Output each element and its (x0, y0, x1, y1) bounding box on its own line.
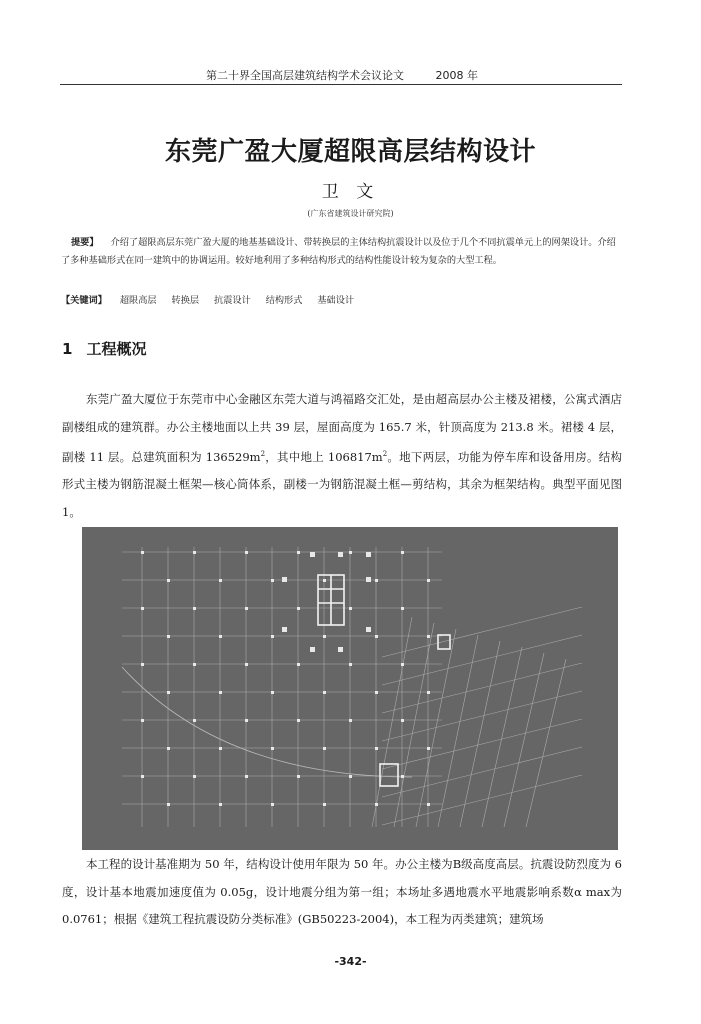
abstract (61, 234, 622, 270)
grid-line (372, 617, 412, 827)
superscript: 2 (382, 450, 388, 458)
column-mark (375, 635, 378, 638)
column-mark (271, 579, 274, 582)
column-mark (297, 719, 300, 722)
column-mark (167, 635, 170, 638)
column-mark (219, 691, 222, 694)
paper-title: 东莞广盈大厦超限高层结构设计 (164, 137, 536, 167)
page-number: -342- (334, 955, 367, 968)
column-mark (323, 635, 326, 638)
column-mark (375, 691, 378, 694)
column-mark (375, 747, 378, 750)
column-mark (401, 663, 404, 666)
column-mark (401, 775, 404, 778)
column-mark (349, 663, 352, 666)
column-mark (427, 635, 430, 638)
grid-line (382, 775, 582, 825)
column-mark (219, 579, 222, 582)
grid-line (382, 635, 582, 685)
column-mark (219, 635, 222, 638)
paragraph-text: ，其中地上 106817m (265, 449, 383, 464)
keyword: 转换层 (171, 295, 200, 306)
column-mark (338, 647, 343, 652)
column-mark (366, 577, 371, 582)
keyword: 抗震设计 (214, 295, 251, 306)
grid-line (382, 719, 582, 769)
paragraph-text: 。地下两层，功能为停车库和设备用房。结构形式主楼为钢筋混凝土框架—核心筒体系，副楼一为钢筋混凝土框—剪结构，其余为框架结构。典型平面见图 1。 (62, 449, 622, 519)
grid-line (382, 747, 582, 797)
column-mark (297, 607, 300, 610)
column-mark (297, 775, 300, 778)
column-mark (245, 719, 248, 722)
column-mark (310, 647, 315, 652)
column-mark (401, 607, 404, 610)
paragraph-overview (62, 386, 622, 526)
column-mark (401, 719, 404, 722)
keyword: 基础设计 (317, 295, 355, 306)
grid-line (382, 607, 582, 657)
column-mark (219, 747, 222, 750)
section-title: 工程概况 (86, 340, 147, 358)
grid-line (482, 647, 522, 827)
column-mark (141, 775, 144, 778)
column-mark (193, 775, 196, 778)
column-mark (141, 719, 144, 722)
core-wall (438, 635, 450, 649)
column-mark (366, 552, 371, 557)
column-mark (323, 691, 326, 694)
column-mark (141, 607, 144, 610)
column-mark (282, 577, 287, 582)
column-mark (282, 627, 287, 632)
running-header (62, 67, 622, 83)
column-mark (323, 579, 326, 582)
grid-line (416, 629, 456, 827)
column-mark (245, 551, 248, 554)
paragraph-text: 东莞广盈大厦位于东莞市中心金融区东莞大道与鸿福路交汇处，是由超高层办公主楼及裙楼，公寓式酒店副楼组成的建筑群。办公主楼地面以上共 39 层，屋面高度为 165.7 米，针顶高度为 213.8 米。裙楼 4 层，副楼 11 层。总建筑面积为 136529m (62, 392, 622, 464)
column-mark (219, 803, 222, 806)
paragraph-design-basis: 本工程的设计基准期为 50 年，结构设计使用年限为 50 年。办公主楼为B级高度高层。抗震设防烈度为 6 度，设计基本地震加速度值为 0.05g，设计地震分组为第一组；本场址多遇地震水平地震影响系数α max为 0.0761；根据《建筑工程抗震设防分类标准》(GB50223-2004)，本工程为丙类建筑；建筑场 (62, 857, 622, 926)
column-mark (245, 663, 248, 666)
column-mark (349, 719, 352, 722)
keywords-label: 【关键词】 (61, 295, 107, 306)
column-mark (167, 747, 170, 750)
column-mark (427, 691, 430, 694)
floor-plan-drawing (82, 527, 618, 850)
column-mark (375, 579, 378, 582)
column-mark (401, 551, 404, 554)
column-mark (323, 803, 326, 806)
abstract-label: 提要】 (71, 237, 99, 248)
section-number: 1 (62, 340, 73, 358)
column-mark (271, 747, 274, 750)
grid-line (382, 663, 582, 713)
author: 卫 文 (321, 182, 380, 202)
column-mark (323, 747, 326, 750)
keywords (61, 292, 622, 306)
section-heading (62, 338, 146, 359)
figure-typical-plan (82, 527, 618, 850)
conference-year: 2008 年 (435, 69, 478, 82)
column-mark (245, 607, 248, 610)
column-mark (366, 627, 371, 632)
affiliation: (广东省建筑设计研究院) (307, 209, 394, 218)
column-mark (349, 607, 352, 610)
column-mark (193, 719, 196, 722)
column-mark (193, 663, 196, 666)
column-mark (167, 579, 170, 582)
column-mark (375, 803, 378, 806)
column-mark (193, 607, 196, 610)
superscript: 2 (260, 450, 266, 458)
grid-line (526, 659, 566, 827)
column-mark (271, 803, 274, 806)
column-mark (427, 747, 430, 750)
curved-edge (122, 667, 412, 777)
column-mark (141, 663, 144, 666)
column-mark (193, 551, 196, 554)
column-mark (427, 579, 430, 582)
grid-line (504, 653, 544, 827)
conference-name: 第二十界全国高层建筑结构学术会议论文 (206, 69, 404, 82)
keyword: 超限高层 (119, 295, 157, 306)
grid-line (382, 691, 582, 741)
column-mark (167, 691, 170, 694)
column-mark (271, 691, 274, 694)
column-mark (167, 803, 170, 806)
column-mark (349, 775, 352, 778)
header-rule (60, 84, 622, 85)
column-mark (349, 551, 352, 554)
column-mark (297, 551, 300, 554)
column-mark (338, 552, 343, 557)
grid-line (460, 641, 500, 827)
grid-line (438, 635, 478, 827)
column-mark (427, 803, 430, 806)
abstract-text: 介绍了超限高层东莞广盈大厦的地基基础设计、带转换层的主体结构抗震设计以及位于几个不同抗震单元上的网架设计。介绍了多种基础形式在同一建筑中的协调运用。较好地利用了多种结构形式的结构性能设计较为复杂的大型工程。 (61, 237, 616, 266)
keyword: 结构形式 (265, 295, 303, 306)
column-mark (245, 775, 248, 778)
column-mark (271, 635, 274, 638)
column-mark (141, 551, 144, 554)
column-mark (297, 663, 300, 666)
column-mark (310, 552, 315, 557)
